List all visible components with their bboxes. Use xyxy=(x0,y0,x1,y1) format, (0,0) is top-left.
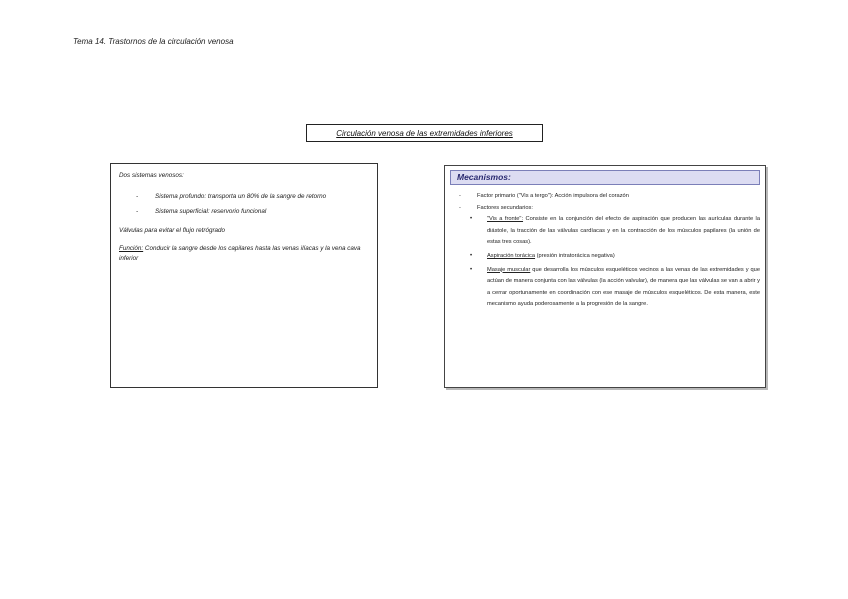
dash-marker: - xyxy=(459,204,461,211)
section-title: Circulación venosa de las extremidades inferiores xyxy=(336,128,513,138)
systems-intro: Dos sistemas venosos: xyxy=(119,172,184,179)
bullet-marker: • xyxy=(470,252,473,259)
thoracic-aspiration-label: Aspiración torácica xyxy=(487,252,536,259)
vis-a-fronte-text: Consiste en la conjunción del efecto de aspiración que producen las aurículas durante la diástole, la tracción de las válvulas cardíacas y en la contracción de los músculos papilares (la unión de estas tres cosas). xyxy=(487,216,760,246)
bullet-marker: • xyxy=(470,216,473,223)
systems-list xyxy=(119,192,369,217)
list-item xyxy=(467,214,760,249)
dash-marker: - xyxy=(136,193,139,200)
list-item xyxy=(450,203,760,311)
primary-factor-text: Factor primario ("Vis a tergo"): Acción impulsora del corazón xyxy=(477,193,629,199)
dash-marker: - xyxy=(459,193,461,199)
list-item xyxy=(450,191,760,203)
list-item xyxy=(119,192,369,202)
mechanisms-list xyxy=(450,191,760,311)
muscle-massage-text: que desarrolla los músculos esqueléticos vecinos a las venas de las extremidades y que actúan de manera conjunta con las válvulas (la acción valvular), de manera que las válvulas se van a abrir y a cerrar oportunamente en coordinación con ese masaje de músculos esqueléticos. De esta manera, este mecanismo ayuda poderosamente a la progresión de la sangre. xyxy=(487,266,760,308)
dash-marker: - xyxy=(136,208,139,215)
mechanisms-title: Mecanismos: xyxy=(450,170,760,185)
deep-system-text: Sistema profundo: transporta un 80% de la sangre de retorno xyxy=(155,193,327,200)
vis-a-fronte-label: "Vis a fronte": xyxy=(487,216,524,223)
function-label: Función: xyxy=(119,245,144,252)
mechanisms-box xyxy=(444,165,766,388)
function-paragraph xyxy=(119,244,369,264)
page-header: Tema 14. Trastornos de la circulación venosa xyxy=(73,37,234,46)
venous-systems-box xyxy=(110,163,378,388)
list-item xyxy=(467,251,760,263)
secondary-factors-list xyxy=(470,214,760,311)
list-item xyxy=(119,207,369,217)
function-text: Conducir la sangre desde los capilares hasta las venas ilíacas y la vena cava inferior xyxy=(119,245,361,262)
valves-text: Válvulas para evitar el flujo retrógrado xyxy=(119,227,226,234)
section-title-box xyxy=(306,124,543,142)
secondary-factors-text: Factores secundarios: xyxy=(477,204,533,211)
thoracic-aspiration-text: (presión intratorácica negativa) xyxy=(535,252,615,259)
muscle-massage-label: Masaje muscular xyxy=(487,266,531,273)
list-item xyxy=(467,265,760,311)
superficial-system-text: Sistema superficial: reservorio funcional xyxy=(155,208,267,215)
bullet-marker: • xyxy=(470,266,473,273)
